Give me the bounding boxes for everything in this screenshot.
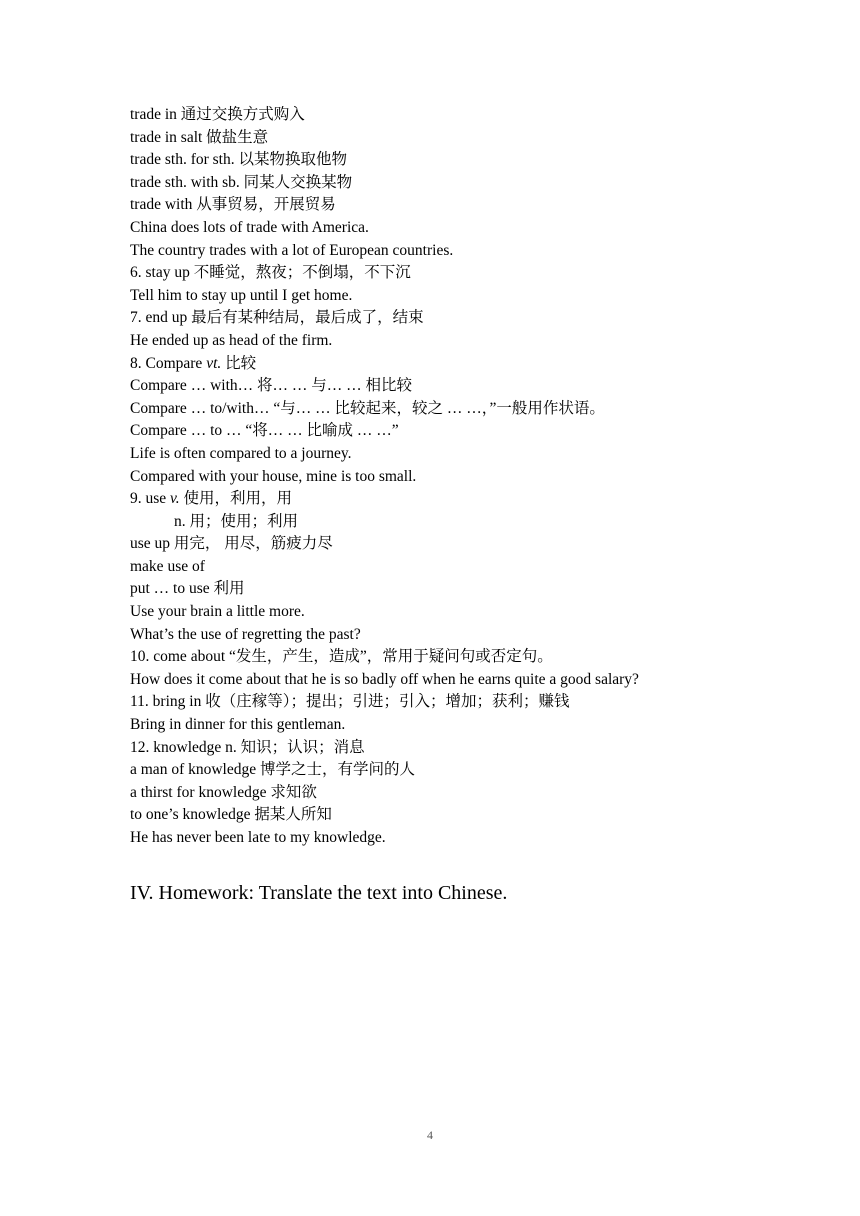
- text-line: make use of: [130, 557, 205, 575]
- text-line: China does lots of trade with America.: [130, 218, 369, 236]
- text-line: trade in salt 做盐生意: [130, 128, 269, 146]
- text-line: Use your brain a little more.: [130, 603, 305, 621]
- text-line: 6. stay up 不睡觉，熬夜；不倒塌，不下沉: [130, 264, 411, 282]
- text-line: Life is often compared to a journey.: [130, 444, 352, 462]
- text-line: trade sth. for sth. 以某物换取他物: [130, 151, 347, 169]
- line-text: 9. use: [130, 490, 171, 508]
- text-line: n. 用；使用；利用: [174, 512, 299, 530]
- text-line: trade in 通过交换方式购入: [130, 106, 305, 123]
- text-line: 11. bring in 收（庄稼等）；提出；引进；引入；增加；获利；赚钱: [130, 693, 570, 711]
- text-line: Compare … to … “将… … 比喻成 … …”: [130, 422, 399, 440]
- part-of-speech: vt.: [206, 354, 222, 372]
- text-line: He has never been late to my knowledge.: [130, 829, 386, 846]
- text-line: How does it come about that he is so badly off when he earns quite a good salary?: [130, 670, 639, 688]
- vocabulary-notes: [130, 104, 830, 850]
- text-line: Compare … to/with… “与… … 比较起来，较之 … …，”一般用作状语。: [130, 399, 605, 417]
- text-line: 10. come about “发生，产生，造成”，常用于疑问句或否定句。: [130, 648, 553, 666]
- text-line: Bring in dinner for this gentleman.: [130, 716, 346, 734]
- text-line: a thirst for knowledge 求知欲: [130, 783, 317, 801]
- text-line: [130, 353, 830, 376]
- text-line: to one’s knowledge 据某人所知: [130, 806, 332, 824]
- text-line: Compared with your house, mine is too small.: [130, 467, 417, 485]
- part-of-speech: v.: [170, 490, 180, 508]
- page-number: 4: [427, 1128, 433, 1142]
- text-line: trade with 从事贸易，开展贸易: [130, 196, 336, 214]
- text-line: He ended up as head of the firm.: [130, 331, 333, 349]
- text-line: use up 用完， 用尽，筋疲力尽: [130, 535, 333, 553]
- text-line: Compare … with… 将… … 与… … 相比较: [130, 377, 412, 395]
- text-line: a man of knowledge 博学之士，有学问的人: [130, 761, 415, 779]
- text-line: trade sth. with sb. 同某人交换某物: [130, 173, 353, 191]
- text-line: 7. end up 最后有某种结局，最后成了，结束: [130, 309, 424, 327]
- homework-heading: IV. Homework: Translate the text into Chinese.: [130, 882, 508, 904]
- text-line: What’s the use of regretting the past?: [130, 625, 361, 643]
- text-line: Tell him to stay up until I get home.: [130, 286, 353, 304]
- text-line: put … to use 利用: [130, 580, 245, 598]
- line-text: 8. Compare: [130, 354, 207, 372]
- line-text: 使用，利用，用: [179, 490, 293, 508]
- line-text: 比较: [221, 354, 257, 372]
- text-line: 12. knowledge n. 知识；认识；消息: [130, 738, 365, 756]
- text-line: The country trades with a lot of European countries.: [130, 241, 454, 259]
- text-line: [130, 488, 830, 511]
